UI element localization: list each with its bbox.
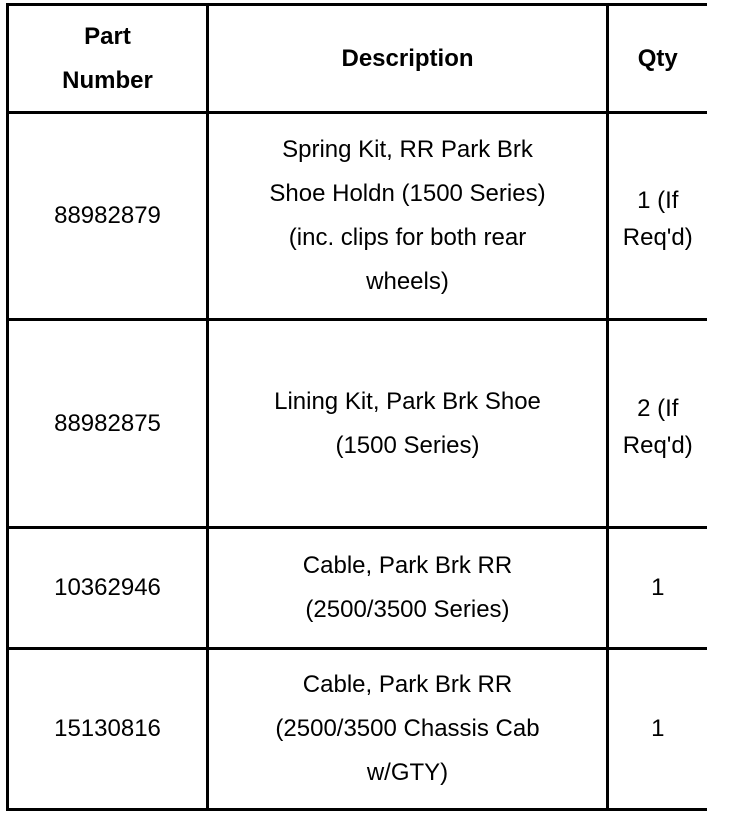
description-line: w/GTY) [366,759,449,786]
header-part-line2: Number [62,66,153,94]
qty-cell: 1 [608,528,707,649]
part-number-cell: 88982875 [8,320,208,528]
qty-cell: 1 [608,649,707,810]
description-line: (2500/3500 Chassis Cab [275,715,540,742]
description-line: (2500/3500 Series) [305,596,510,623]
part-number-cell: 10362946 [8,528,208,649]
description-cell [208,649,608,810]
table-row [8,528,707,649]
description-line: Shoe Holdn (1500 Series) [269,180,546,207]
qty-line: 1 (If [637,187,679,214]
description-cell [208,320,608,528]
qty-line: 2 (If [637,394,679,422]
qty-line: Req'd) [622,224,693,251]
parts-table [6,3,707,811]
description-line: Lining Kit, Park Brk Shoe [274,387,541,415]
part-number-cell: 15130816 [8,649,208,810]
header-description: Description [208,5,608,113]
header-part-number [8,5,208,113]
table-row [8,113,707,320]
header-qty: Qty [608,5,707,113]
description-line: Cable, Park Brk RR [302,671,513,698]
qty-cell [608,320,707,528]
description-line: wheels) [366,268,449,295]
description-cell [208,113,608,320]
description-line: Spring Kit, RR Park Brk [282,136,533,163]
table-row [8,320,707,528]
header-part-line1: Part [84,22,131,50]
qty-line: Req'd) [622,431,693,459]
description-line: (1500 Series) [335,431,480,459]
part-number-cell: 88982879 [8,113,208,320]
description-line: Cable, Park Brk RR [302,552,513,579]
description-line: (inc. clips for both rear [288,224,527,251]
table-row [8,649,707,810]
description-cell [208,528,608,649]
qty-cell [608,113,707,320]
table-header-row [8,5,707,113]
